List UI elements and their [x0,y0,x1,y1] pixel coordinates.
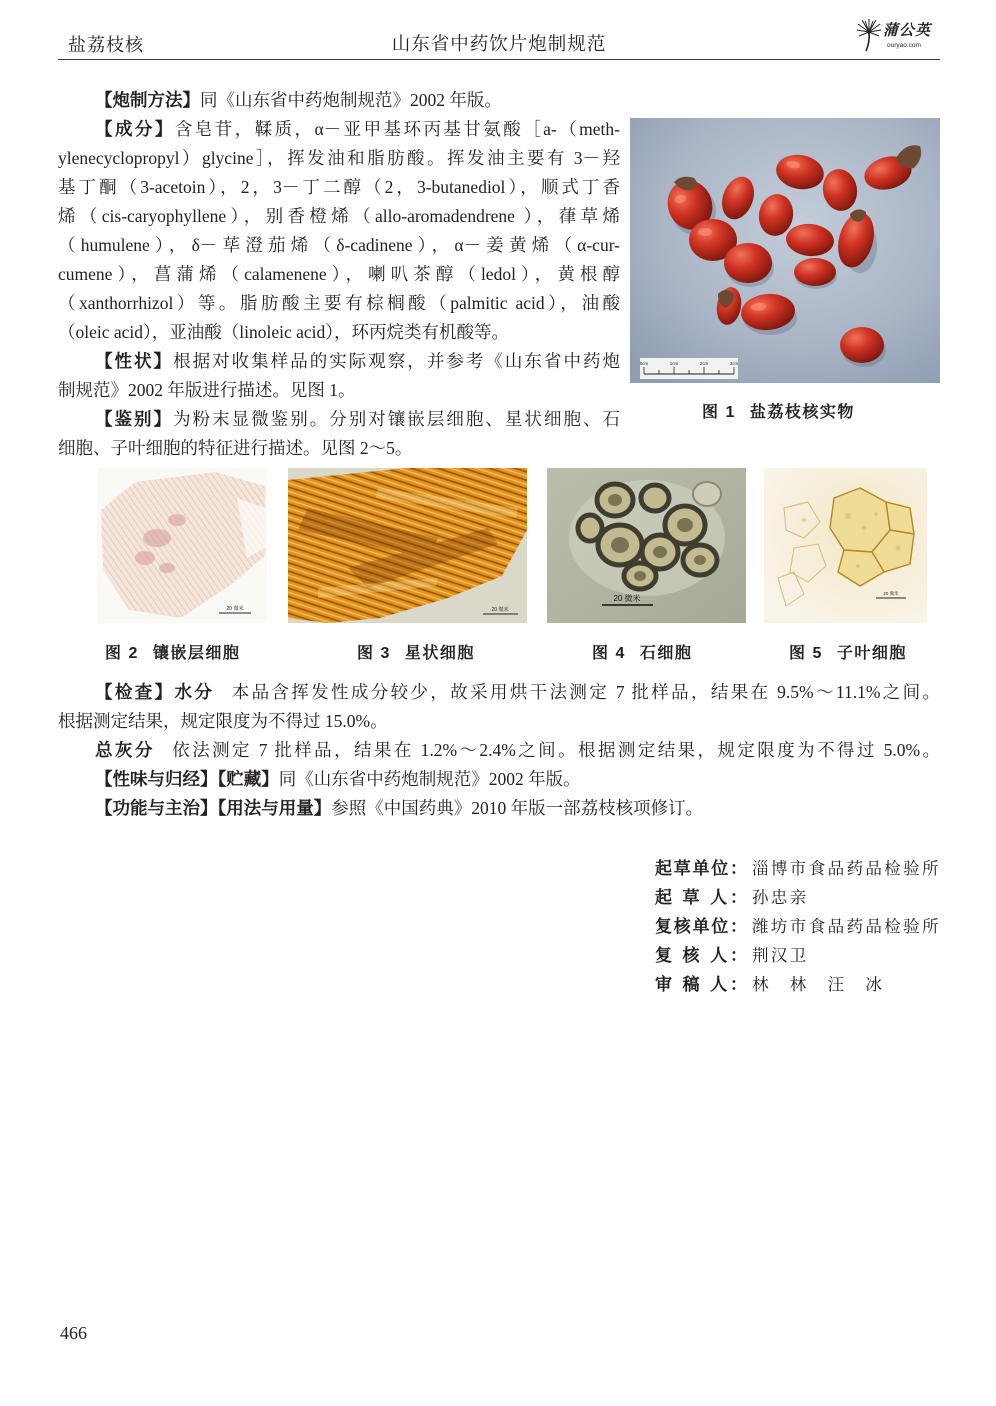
identification-heading: 【鉴别】 [95,409,174,429]
function-usage-text: 参照《中国药典》2010 年版一部荔枝核项修订。 [331,798,704,818]
composition-line [95,115,620,144]
dandelion-icon [856,18,882,52]
signature-row [655,854,941,883]
signature-value: 孙忠亲 [752,888,809,907]
figure-label: 图 3 [357,645,391,662]
ruler [640,358,739,379]
dandelion-stem [866,32,869,51]
stone-cell [641,485,669,511]
signature-value: 潍坊市食品药品检验所 [752,917,941,936]
signature-value: 淄博市食品药品检验所 [752,859,941,878]
ruler-label: 0cm [639,361,649,366]
stone-cell [693,482,721,506]
total-ash-label: 总灰分 [95,740,155,760]
header-rule [58,59,940,60]
signature-label: 复 核 人： [655,946,747,965]
running-head-book-title: 山东省中药饮片炮制规范 [391,35,607,55]
identification-line [95,405,620,434]
composition-line: 基丁酮（3-acetoin），2，3－丁二醇（2，3-butanediol），顺式丁香 [58,177,620,197]
composition-line: ylenecyclopropyl）glycine］，挥发油和脂肪酸。挥发油主要有 3－羟 [58,148,620,168]
description-text: 根据对收集样品的实际观察，并参考《山东省中药炮 [173,351,620,371]
composition-line: cumene），菖蒲烯（calamenene），喇叭茶醇（ledol），黄根醇 [58,264,620,284]
nature-storage-heading: 【性味与归经】【贮藏】 [95,769,279,789]
figure-label: 图 1 [702,404,736,421]
moisture-label: 水分 [174,682,215,702]
seed [794,258,836,286]
figure-title: 石细胞 [639,645,693,662]
site-logo [856,18,942,54]
ruler-label: 1cm [669,361,679,366]
running-head-section-title: 盐荔枝核 [68,35,144,55]
ruler-label: 3cm [729,361,739,366]
signature-label: 复核单位： [655,917,747,936]
ruler-strip [640,358,738,379]
figure-3-micrograph [288,468,527,623]
figure-2-micrograph [97,468,267,623]
nature-storage-line [95,765,940,794]
composition-line: 烯（cis-caryophyllene），别香橙烯（allo-aromadendrene ），葎草烯 [58,206,620,226]
description-line [95,347,620,376]
processing-text: 同《山东省中药炮制规范》2002 年版。 [200,90,502,110]
composition-text: 含皂苷，鞣质，α－亚甲基环丙基甘氨酸［a-（meth- [174,119,620,139]
figure-title: 盐荔枝核实物 [749,404,855,421]
composition-line: （xanthorrhizol）等。脂肪酸主要有棕榈酸（palmitic acid），油酸 [58,293,620,313]
figure-title: 星状细胞 [404,645,475,662]
figure-title: 子叶细胞 [836,645,907,662]
composition-heading: 【成分】 [95,119,175,139]
figure-5-caption [789,641,907,667]
identification-text: 为粉末显微鉴别。分别对镶嵌层细胞、星状细胞、石 [173,409,620,429]
figure-label: 图 5 [789,645,823,662]
nature-storage-text: 同《山东省中药炮制规范》2002 年版。 [278,769,581,789]
ruler-label: 2cm [699,361,709,366]
seed [724,243,772,283]
signature-label: 审 稿 人： [655,975,747,994]
signature-label: 起草单位： [655,859,747,878]
processing-paragraph [95,86,620,115]
figure-label: 图 4 [592,645,626,662]
signature-row [655,912,941,941]
composition-line: （humulene），δ－荜澄茄烯（δ-cadinene），α－姜黄烯（α-cur- [58,235,620,255]
function-usage-heading: 【功能与主治】【用法与用量】 [95,798,332,818]
signature-row [655,941,809,970]
inspection-heading: 【检查】 [95,682,175,702]
scale-bar-label: 20 微米 [883,591,899,596]
signature-row [655,883,809,912]
figure-2-caption [105,641,240,667]
figure-label: 图 2 [105,645,139,662]
page-number: 466 [60,1323,87,1343]
logo-site: ouryao.com [887,42,921,49]
signature-value: 荆汉卫 [752,946,809,965]
function-usage-line [95,794,940,823]
scale-bar-label: 20 微米 [613,594,641,603]
description-line: 制规范》2002 年版进行描述。见图 1。 [58,380,356,400]
composition-line: （oleic acid），亚油酸（linoleic acid），环丙烷类有机酸等。 [58,322,510,342]
figure-5-micrograph [764,468,927,623]
figure-3-caption [357,641,475,667]
moisture-text: 本品含挥发性成分较少，故采用烘干法测定 7 批样品，结果在 9.5%～11.1%之间。 [231,682,940,702]
figure-1-caption [702,400,855,426]
seed [840,327,884,363]
figure-title: 镶嵌层细胞 [152,645,241,662]
figure-4-caption [592,641,692,667]
figure-1-photo [630,118,940,383]
figure-4-micrograph [547,468,746,623]
logo-name: 蒲公英 [883,23,932,39]
signature-label: 起 草 人： [655,888,747,907]
total-ash-text: 依法测定 7 批样品，结果在 1.2%～2.4%之间。根据测定结果，规定限度为不得过 5.0%。 [172,740,941,760]
dandelion-center [867,30,871,34]
processing-heading: 【炮制方法】 [95,90,200,110]
description-heading: 【性状】 [95,351,174,371]
signature-row [655,970,884,999]
stone-cell [578,515,602,541]
scale-bar-label: 20 微米 [226,606,244,612]
signature-value: 林 林 汪 冰 [752,975,885,994]
scale-bar-label: 20 微米 [491,607,509,613]
total-ash-line [95,736,940,765]
identification-line: 细胞、子叶细胞的特征进行描述。见图 2～5。 [58,438,413,458]
inspection-moisture-line: 根据测定结果，规定限度为不得过 15.0%。 [58,711,388,731]
inspection-moisture-line [95,678,940,707]
